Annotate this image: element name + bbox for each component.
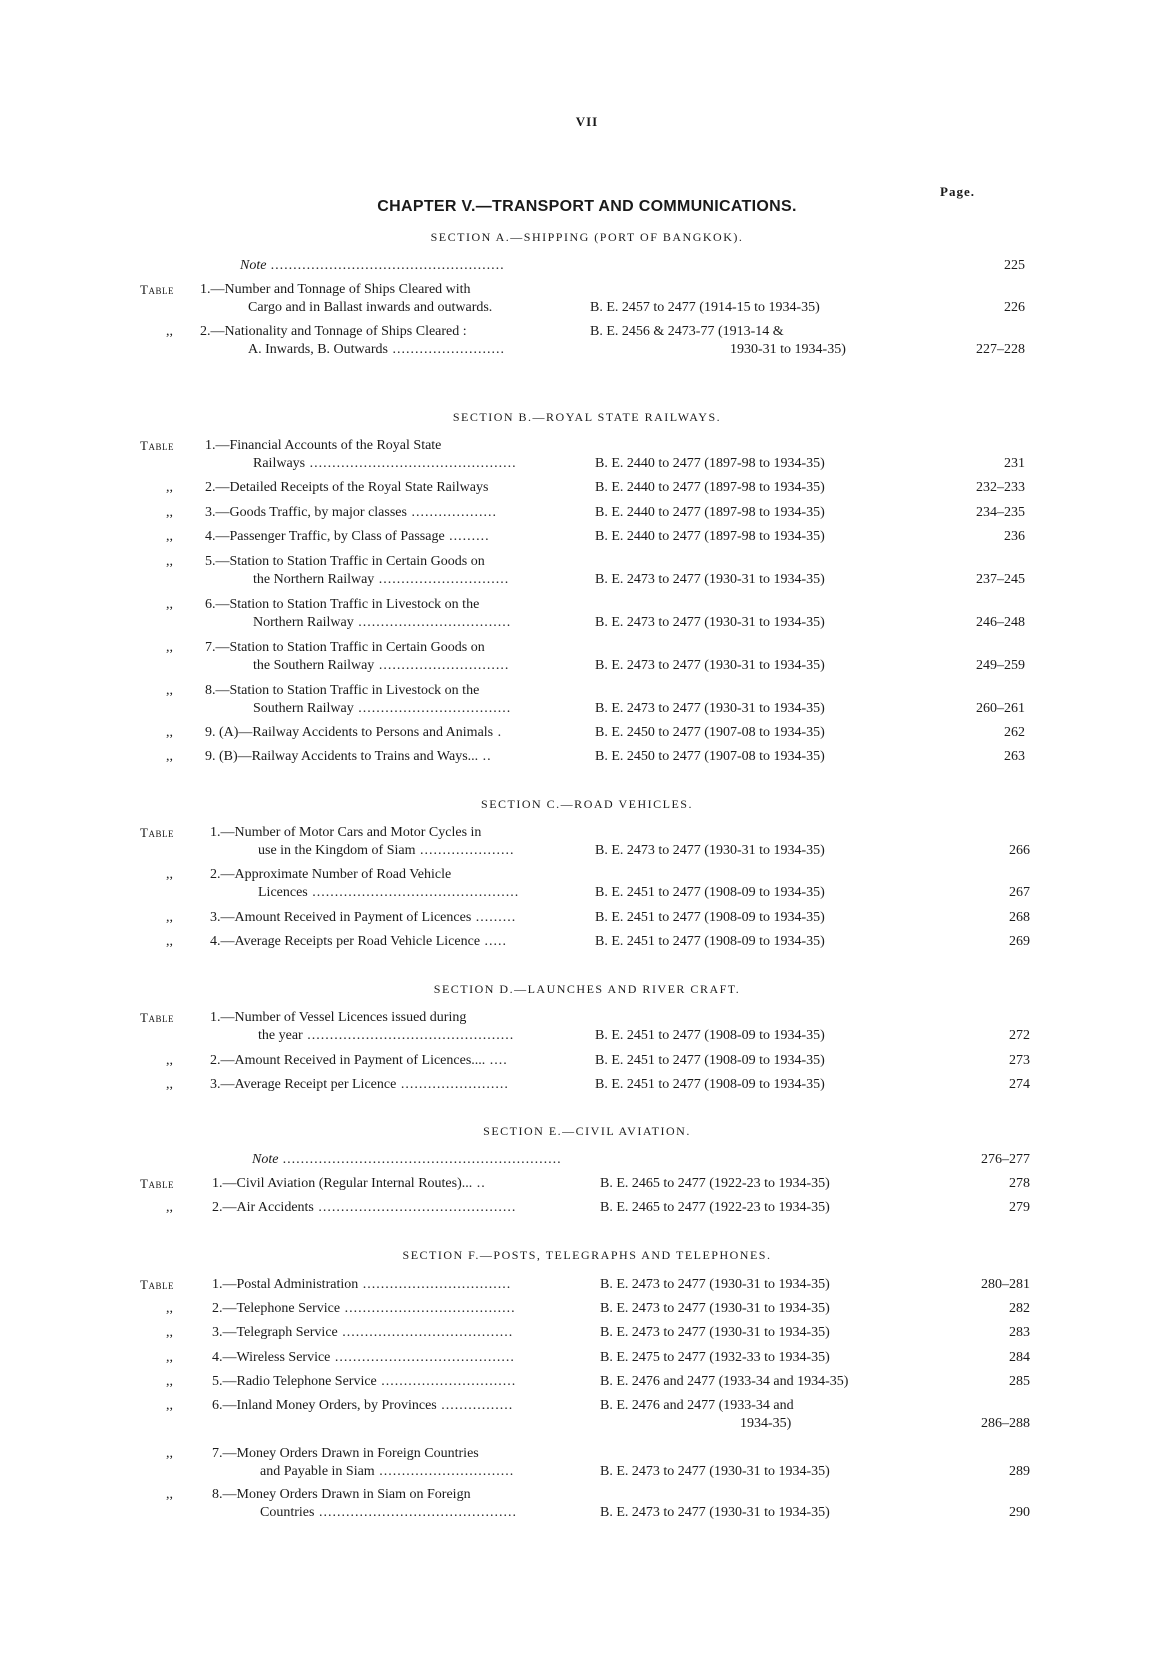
year-range: B. E. 2450 to 2477 (1907-08 to 1934-35) — [595, 749, 825, 764]
entry-title: 4.—Wireless Service ........................................ — [212, 1350, 515, 1365]
year-range-cont: 1930-31 to 1934-35) — [730, 342, 846, 357]
page-ref: 268 — [1009, 910, 1030, 925]
page-ref: 231 — [1004, 456, 1025, 471]
entry-title: 4.—Average Receipts per Road Vehicle Licence ..... — [210, 934, 508, 949]
entry-title: 8.—Money Orders Drawn in Siam on Foreign — [212, 1487, 471, 1502]
page-ref: 227–228 — [976, 342, 1025, 357]
page-ref: 234–235 — [976, 505, 1025, 520]
section-heading: SECTION B.—ROYAL STATE RAILWAYS. — [452, 410, 722, 424]
year-range: B. E. 2473 to 2477 (1930-31 to 1934-35) — [595, 572, 825, 587]
entry-title: 5.—Station to Station Traffic in Certain Goods on — [205, 554, 485, 569]
page-ref: 260–261 — [976, 701, 1025, 716]
year-range: B. E. 2473 to 2477 (1930-31 to 1934-35) — [600, 1301, 830, 1316]
entry-title-cont: the Northern Railway ............................. — [253, 572, 510, 587]
entry-title: 1.—Postal Administration ................................. — [212, 1277, 512, 1292]
year-range-cont: 1934-35) — [740, 1416, 792, 1431]
page-ref: 226 — [1004, 300, 1025, 315]
ditto-mark: ,, — [166, 1053, 173, 1068]
year-range: B. E. 2465 to 2477 (1922-23 to 1934-35) — [600, 1200, 830, 1215]
leader-dots: ............................................ — [313, 1200, 517, 1215]
year-range: B. E. 2473 to 2477 (1930-31 to 1934-35) — [595, 615, 825, 630]
page-ref: 285 — [1009, 1374, 1030, 1389]
entry-title: 7.—Station to Station Traffic in Certain Goods on — [205, 640, 485, 655]
year-range: B. E. 2456 & 2473-77 (1913-14 & — [590, 324, 784, 339]
page-number: VII — [575, 114, 599, 129]
page-ref: 290 — [1009, 1505, 1030, 1520]
entry-title: 2.—Air Accidents ............................................ — [212, 1200, 517, 1215]
ditto-mark: ,, — [166, 597, 173, 612]
ditto-mark: ,, — [166, 529, 173, 544]
entry-title: 6.—Inland Money Orders, by Provinces ................ — [212, 1398, 514, 1413]
page-ref: 279 — [1009, 1200, 1030, 1215]
entry-title-cont: Cargo and in Ballast inwards and outwards. — [248, 300, 493, 315]
page-ref: 272 — [1009, 1028, 1030, 1043]
chapter-title: CHAPTER V.—TRANSPORT AND COMMUNICATIONS. — [377, 198, 797, 215]
entry-title: 1.—Number of Motor Cars and Motor Cycles in — [210, 825, 482, 840]
ditto-mark: ,, — [166, 1325, 173, 1340]
ditto-mark: ,, — [166, 1446, 173, 1461]
page-ref: 282 — [1009, 1301, 1030, 1316]
year-range: B. E. 2440 to 2477 (1897-98 to 1934-35) — [595, 456, 825, 471]
leader-dots: ...................................... — [340, 1301, 516, 1316]
page-ref: 232–233 — [976, 480, 1025, 495]
entry-title: 9. (A)—Railway Accidents to Persons and Animals . — [205, 725, 503, 740]
year-range: B. E. 2451 to 2477 (1908-09 to 1934-35) — [595, 885, 825, 900]
leader-dots: .............................. — [376, 1374, 517, 1389]
table-label: Table — [140, 282, 174, 297]
table-label: Table — [140, 438, 174, 453]
leader-dots: .............................................. — [305, 456, 517, 471]
ditto-mark: ,, — [166, 480, 173, 495]
leader-dots: .................................. — [353, 701, 512, 716]
year-range: B. E. 2473 to 2477 (1930-31 to 1934-35) — [595, 843, 825, 858]
leader-dots: ........................ — [396, 1077, 509, 1092]
entry-title: 1.—Financial Accounts of the Royal State — [205, 438, 442, 453]
ditto-mark: ,, — [166, 867, 173, 882]
entry-title: 1.—Number of Vessel Licences issued during — [210, 1010, 467, 1025]
section-heading: SECTION C.—ROAD VEHICLES. — [481, 797, 693, 811]
note-label: Note .................................................... — [240, 258, 505, 273]
leader-dots: ..................... — [415, 843, 515, 858]
page-ref: 246–248 — [976, 615, 1025, 630]
table-label: Table — [140, 1010, 174, 1025]
page-ref: 267 — [1009, 885, 1030, 900]
ditto-mark: ,, — [166, 1301, 173, 1316]
year-range: B. E. 2451 to 2477 (1908-09 to 1934-35) — [595, 910, 825, 925]
entry-title-cont: Countries ............................................ — [260, 1505, 517, 1520]
ditto-mark: ,, — [166, 1398, 173, 1413]
entry-title-cont: the year .............................................. — [258, 1028, 515, 1043]
year-range: B. E. 2440 to 2477 (1897-98 to 1934-35) — [595, 480, 825, 495]
ditto-mark: ,, — [166, 910, 173, 925]
entry-title-cont: use in the Kingdom of Siam ..................... — [258, 843, 515, 858]
section-heading: SECTION E.—CIVIL AVIATION. — [483, 1124, 691, 1138]
ditto-mark: ,, — [166, 683, 173, 698]
section-heading: SECTION D.—LAUNCHES AND RIVER CRAFT. — [433, 982, 741, 996]
year-range: B. E. 2473 to 2477 (1930-31 to 1934-35) — [600, 1464, 830, 1479]
leader-dots: ............................. — [374, 572, 510, 587]
leader-dots: ............................. — [374, 658, 510, 673]
page-ref: 263 — [1004, 749, 1025, 764]
leader-dots: .. — [472, 1176, 486, 1191]
entry-title: 9. (B)—Railway Accidents to Trains and Ways... .. — [205, 749, 492, 764]
year-range: B. E. 2476 and 2477 (1933-34 and 1934-35) — [600, 1374, 849, 1389]
entry-title: 6.—Station to Station Traffic in Livestock on the — [205, 597, 480, 612]
table-label: Table — [140, 1277, 174, 1292]
entry-title: 5.—Radio Telephone Service .............................. — [212, 1374, 517, 1389]
ditto-mark: ,, — [166, 725, 173, 740]
leader-dots: ........................................ — [330, 1350, 515, 1365]
leader-dots: ................... — [406, 505, 497, 520]
year-range: B. E. 2451 to 2477 (1908-09 to 1934-35) — [595, 1077, 825, 1092]
section-heading: SECTION F.—POSTS, TELEGRAPHS AND TELEPHONES. — [402, 1248, 772, 1262]
year-range: B. E. 2473 to 2477 (1930-31 to 1934-35) — [600, 1505, 830, 1520]
page-ref: 289 — [1009, 1464, 1030, 1479]
entry-title: 4.—Passenger Traffic, by Class of Passage ......... — [205, 529, 490, 544]
entry-title: 1.—Number and Tonnage of Ships Cleared with — [200, 282, 471, 297]
page-ref: 262 — [1004, 725, 1025, 740]
page-ref: 269 — [1009, 934, 1030, 949]
ditto-mark: ,, — [166, 640, 173, 655]
leader-dots: ..... — [480, 934, 508, 949]
page-ref: 274 — [1009, 1077, 1030, 1092]
entry-title: 2.—Approximate Number of Road Vehicle — [210, 867, 452, 882]
ditto-mark: ,, — [166, 749, 173, 764]
entry-title: 2.—Nationality and Tonnage of Ships Cleared : — [200, 324, 467, 339]
section-heading: SECTION A.—SHIPPING (PORT OF BANGKOK). — [430, 230, 744, 244]
leader-dots: .............................................. — [307, 885, 520, 900]
entry-title: 7.—Money Orders Drawn in Foreign Countries — [212, 1446, 479, 1461]
year-range: B. E. 2450 to 2477 (1907-08 to 1934-35) — [595, 725, 825, 740]
page-ref: 225 — [1004, 258, 1025, 273]
leader-dots: ......... — [471, 910, 517, 925]
year-range: B. E. 2473 to 2477 (1930-31 to 1934-35) — [600, 1277, 830, 1292]
entry-title: 3.—Goods Traffic, by major classes ................... — [205, 505, 497, 520]
table-label: Table — [140, 1176, 174, 1191]
entry-title: 1.—Civil Aviation (Regular Internal Routes)... .. — [212, 1176, 486, 1191]
entry-title-cont: Southern Railway .................................. — [253, 701, 512, 716]
page-ref: 273 — [1009, 1053, 1030, 1068]
leader-dots: .... — [485, 1053, 508, 1068]
year-range: B. E. 2451 to 2477 (1908-09 to 1934-35) — [595, 1028, 825, 1043]
ditto-mark: ,, — [166, 1350, 173, 1365]
ditto-mark: ,, — [166, 934, 173, 949]
page-column-label: Page. — [940, 184, 975, 199]
year-range: B. E. 2457 to 2477 (1914-15 to 1934-35) — [590, 300, 820, 315]
entry-title-cont: Railways .............................................. — [253, 456, 517, 471]
leader-dots: .............................. — [374, 1464, 515, 1479]
leader-dots: ......... — [444, 529, 490, 544]
page-ref: 286–288 — [981, 1416, 1030, 1431]
ditto-mark: ,, — [166, 1200, 173, 1215]
note-line — [0, 258, 1174, 298]
leader-dots: .............................................. — [302, 1028, 515, 1043]
year-range: B. E. 2473 to 2477 (1930-31 to 1934-35) — [595, 701, 825, 716]
entry-title-cont: Northern Railway .................................. — [253, 615, 512, 630]
year-range: B. E. 2476 and 2477 (1933-34 and — [600, 1398, 794, 1413]
leader-dots: ................ — [436, 1398, 514, 1413]
ditto-mark: ,, — [166, 1374, 173, 1389]
page-ref: 266 — [1009, 843, 1030, 858]
year-range: B. E. 2451 to 2477 (1908-09 to 1934-35) — [595, 934, 825, 949]
leader-dots: .................................. — [353, 615, 512, 630]
leader-dots: . — [493, 725, 503, 740]
entry-title: 3.—Amount Received in Payment of Licences ......... — [210, 910, 517, 925]
note-label: Note .............................................................. — [252, 1152, 562, 1167]
leader-dots: ...................................... — [337, 1325, 514, 1340]
page-ref: 284 — [1009, 1350, 1030, 1365]
entry-title: 3.—Telegraph Service ...................................... — [212, 1325, 514, 1340]
year-range: B. E. 2451 to 2477 (1908-09 to 1934-35) — [595, 1053, 825, 1068]
year-range: B. E. 2465 to 2477 (1922-23 to 1934-35) — [600, 1176, 830, 1191]
leader-dots: .................................................... — [266, 258, 505, 273]
entry-title: 2.—Detailed Receipts of the Royal State Railways — [205, 480, 489, 495]
leader-dots: ......................... — [387, 342, 505, 357]
year-range: B. E. 2440 to 2477 (1897-98 to 1934-35) — [595, 529, 825, 544]
page-ref: 237–245 — [976, 572, 1025, 587]
entry-title-cont: Licences .............................................. — [258, 885, 520, 900]
ditto-mark: ,, — [166, 554, 173, 569]
entry-title: 8.—Station to Station Traffic in Livestock on the — [205, 683, 480, 698]
leader-dots: .............................................................. — [278, 1152, 562, 1167]
year-range: B. E. 2440 to 2477 (1897-98 to 1934-35) — [595, 505, 825, 520]
ditto-mark: ,, — [166, 1077, 173, 1092]
page-ref: 278 — [1009, 1176, 1030, 1191]
leader-dots: .. — [478, 749, 492, 764]
entry-title: 2.—Telephone Service ...................................... — [212, 1301, 516, 1316]
year-range: B. E. 2473 to 2477 (1930-31 to 1934-35) — [595, 658, 825, 673]
page-ref: 249–259 — [976, 658, 1025, 673]
page-ref: 276–277 — [981, 1152, 1030, 1167]
table-label: Table — [140, 825, 174, 840]
leader-dots: ............................................ — [314, 1505, 517, 1520]
entry-title: 2.—Amount Received in Payment of Licences.... .... — [210, 1053, 508, 1068]
entry-title-cont: and Payable in Siam .............................. — [260, 1464, 515, 1479]
entry-title-cont: the Southern Railway ............................. — [253, 658, 510, 673]
entry-title-cont: A. Inwards, B. Outwards ......................... — [248, 342, 505, 357]
leader-dots: ................................. — [358, 1277, 512, 1292]
ditto-mark: ,, — [166, 505, 173, 520]
page-ref: 236 — [1004, 529, 1025, 544]
page-ref: 280–281 — [981, 1277, 1030, 1292]
page-ref: 283 — [1009, 1325, 1030, 1340]
ditto-mark: ,, — [166, 324, 173, 339]
year-range: B. E. 2475 to 2477 (1932-33 to 1934-35) — [600, 1350, 830, 1365]
entry-title: 3.—Average Receipt per Licence ........................ — [210, 1077, 509, 1092]
ditto-mark: ,, — [166, 1487, 173, 1502]
year-range: B. E. 2473 to 2477 (1930-31 to 1934-35) — [600, 1325, 830, 1340]
